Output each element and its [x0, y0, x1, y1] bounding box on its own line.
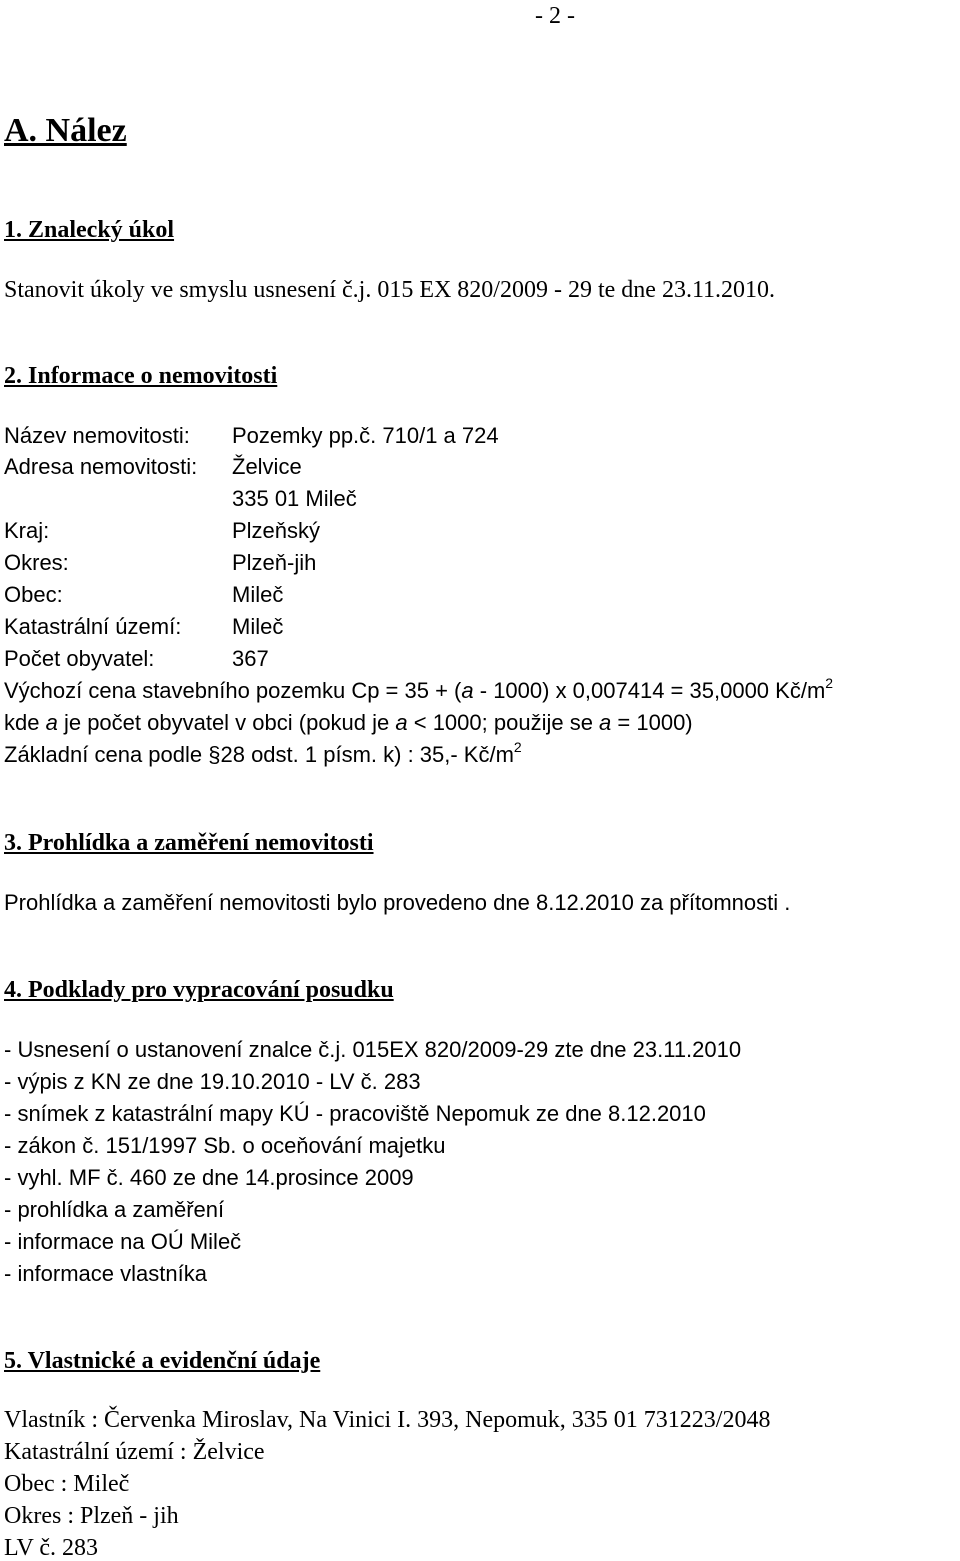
kde-var-3: a — [599, 710, 612, 735]
adresa-value-1: Želvice — [232, 454, 302, 479]
katastr-label: Katastrální území: — [4, 614, 182, 639]
adresa-label: Adresa nemovitosti: — [4, 454, 198, 479]
zakladni-sup: 2 — [513, 739, 522, 755]
vychozi-cena — [4, 675, 834, 703]
task-text: Stanovit úkoly ve smyslu usnesení č.j. 015 EX 820/2009 - 29 te dne 23.11.2010. — [4, 277, 776, 303]
lv-line: LV č. 283 — [4, 1535, 99, 1561]
kde-text-1: kde — [4, 710, 46, 735]
kde-text-2: je počet obyvatel v obci (pokud je — [57, 710, 396, 735]
vychozi-text-1: Výchozí cena stavebního pozemku Cp = 35 + ( — [4, 678, 462, 703]
heading-znalecky-ukol: 1. Znalecký úkol — [4, 217, 175, 243]
kde-text-4: = 1000) — [611, 710, 693, 735]
pocet-value: 367 — [232, 646, 269, 671]
okres-value: Plzeň-jih — [232, 550, 317, 575]
vychozi-var-a: a — [461, 678, 474, 703]
obec-value: Mileč — [232, 582, 284, 607]
podklady-item: - prohlídka a zaměření — [4, 1197, 225, 1222]
katastr-line: Katastrální území : Želvice — [4, 1439, 265, 1465]
vychozi-sup: 2 — [825, 675, 834, 691]
kraj-value: Plzeňský — [232, 518, 321, 543]
podklady-item: - vyhl. MF č. 460 ze dne 14.prosince 2009 — [4, 1165, 414, 1190]
okres-label: Okres: — [4, 550, 69, 575]
heading-vlastnicke: 5. Vlastnické a evidenční údaje — [4, 1348, 321, 1374]
kraj-label: Kraj: — [4, 518, 50, 543]
obec-label: Obec: — [4, 582, 63, 607]
podklady-item: - zákon č. 151/1997 Sb. o oceňování majetku — [4, 1133, 446, 1158]
kde-text-3: < 1000; použije se — [407, 710, 600, 735]
obec-line: Obec : Mileč — [4, 1471, 130, 1497]
kde-var-2: a — [395, 710, 408, 735]
nazev-label: Název nemovitosti: — [4, 423, 190, 448]
podklady-item: - snímek z katastrální mapy KÚ - pracoviště Nepomuk ze dne 8.12.2010 — [4, 1101, 706, 1126]
section-title: A. Nález — [4, 112, 127, 149]
heading-podklady: 4. Podklady pro vypracování posudku — [4, 977, 394, 1003]
podklady-item: - informace na OÚ Mileč — [4, 1229, 242, 1254]
heading-prohlidka: 3. Prohlídka a zaměření nemovitosti — [4, 830, 374, 856]
vlastnik-line: Vlastník : Červenka Miroslav, Na Vinici I. 393, Nepomuk, 335 01 731223/2048 — [4, 1407, 771, 1433]
zakladni-text: Základní cena podle §28 odst. 1 písm. k) : 35,- Kč/m — [4, 742, 514, 767]
podklady-item: - informace vlastníka — [4, 1261, 207, 1286]
podklady-item: - výpis z KN ze dne 19.10.2010 - LV č. 283 — [4, 1069, 421, 1094]
okres-line: Okres : Plzeň - jih — [4, 1503, 179, 1529]
vychozi-text-2: - 1000) x 0,007414 = 35,0000 Kč/m — [473, 678, 826, 703]
kde-var-1: a — [45, 710, 58, 735]
pocet-label: Počet obyvatel: — [4, 646, 155, 671]
zakladni-cena — [4, 739, 522, 767]
katastr-value: Mileč — [232, 614, 284, 639]
heading-informace: 2. Informace o nemovitosti — [4, 363, 278, 389]
adresa-value-2: 335 01 Mileč — [232, 486, 357, 511]
podklady-item: - Usnesení o ustanovení znalce č.j. 015EX 820/2009-29 zte dne 23.11.2010 — [4, 1037, 742, 1062]
nazev-value: Pozemky pp.č. 710/1 a 724 — [232, 423, 499, 448]
page-number: - 2 - — [535, 3, 575, 29]
kde-note — [4, 712, 693, 734]
prohlidka-text: Prohlídka a zaměření nemovitosti bylo provedeno dne 8.12.2010 za přítomnosti . — [4, 890, 791, 915]
